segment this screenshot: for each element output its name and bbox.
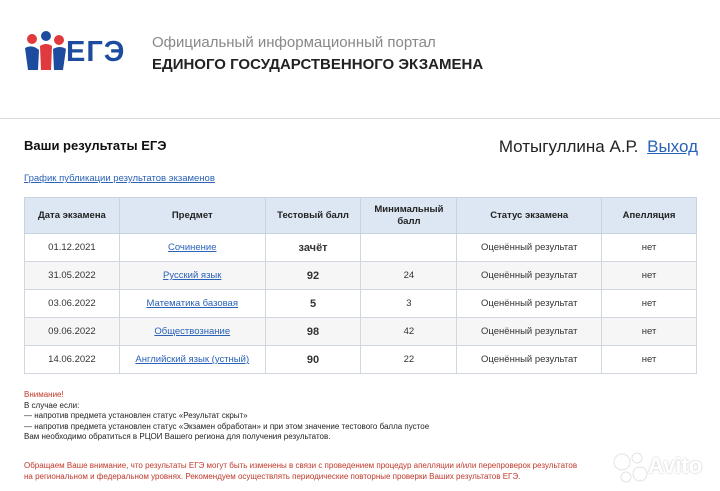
header-date: Дата экзамена <box>25 198 120 234</box>
cell-status: Оценённый результат <box>457 262 602 290</box>
cell-score: 98 <box>265 318 361 346</box>
cell-score: 90 <box>265 346 361 374</box>
cell-subject <box>119 234 265 262</box>
header-min-score: Минимальный балл <box>361 198 457 234</box>
cell-date: 09.06.2022 <box>25 318 120 346</box>
cell-min-score <box>361 234 457 262</box>
site-header <box>0 0 720 119</box>
cell-min-score: 3 <box>361 290 457 318</box>
cell-date: 14.06.2022 <box>25 346 120 374</box>
warning-line: — напротив предмета установлен статус «Результат скрыт» <box>24 411 248 421</box>
avito-watermark-text: Avito <box>648 453 703 478</box>
cell-score: 92 <box>265 262 361 290</box>
subject-link[interactable]: Математика базовая <box>146 298 238 309</box>
user-info <box>499 137 698 157</box>
cell-date: 01.12.2021 <box>25 234 120 262</box>
cell-status: Оценённый результат <box>457 318 602 346</box>
subject-link[interactable]: Обществознание <box>154 326 231 337</box>
warning-attention: Внимание! <box>24 390 64 399</box>
table-row <box>25 234 697 262</box>
results-table <box>24 197 697 374</box>
table-row <box>25 346 697 374</box>
table-row <box>25 290 697 318</box>
cell-appeal: нет <box>602 234 697 262</box>
cell-status: Оценённый результат <box>457 234 602 262</box>
logout-link[interactable]: Выход <box>647 137 698 156</box>
table-header-row <box>25 198 697 234</box>
cell-min-score: 22 <box>361 346 457 374</box>
notice-block <box>24 460 664 482</box>
subject-link[interactable]: Английский язык (устный) <box>135 354 250 365</box>
cell-date: 31.05.2022 <box>25 262 120 290</box>
cell-appeal: нет <box>602 290 697 318</box>
table-row <box>25 318 697 346</box>
cell-date: 03.06.2022 <box>25 290 120 318</box>
warning-line: В случае если: <box>24 400 80 410</box>
cell-status: Оценённый результат <box>457 290 602 318</box>
portal-title: ЕДИНОГО ГОСУДАРСТВЕННОГО ЭКЗАМЕНА <box>152 56 484 73</box>
cell-subject <box>119 318 265 346</box>
cell-min-score: 24 <box>361 262 457 290</box>
subject-link[interactable]: Сочинение <box>167 242 217 253</box>
cell-subject <box>119 262 265 290</box>
header-status: Статус экзамена <box>457 198 602 234</box>
cell-subject <box>119 346 265 374</box>
user-name: Мотыгуллина А.Р. <box>498 137 639 156</box>
header-appeal: Апелляция <box>602 198 697 234</box>
notice-line: Обращаем Ваше внимание, что результаты ЕГЭ могут быть изменены в связи с проведением процедур апелляции и/или перепроверок результатов <box>24 461 578 470</box>
subject-link[interactable]: Русский язык <box>163 270 222 281</box>
cell-appeal: нет <box>602 262 697 290</box>
page-title: Ваши результаты ЕГЭ <box>24 138 167 153</box>
table-row <box>25 262 697 290</box>
cell-score: 5 <box>265 290 361 318</box>
header-subject: Предмет <box>119 198 265 234</box>
header-score: Тестовый балл <box>265 198 361 234</box>
cell-score: зачёт <box>265 234 361 262</box>
cell-appeal: нет <box>602 346 697 374</box>
cell-appeal: нет <box>602 318 697 346</box>
logo-text: ЕГЭ <box>66 36 126 68</box>
cell-min-score: 42 <box>361 318 457 346</box>
schedule-link[interactable]: График публикации результатов экзаменов <box>24 173 215 184</box>
notice-line: на региональном и федеральном уровнях. Рекомендуем осуществлять периодические повторные проверки Ваших результатов ЕГЭ. <box>24 472 521 481</box>
cell-subject <box>119 290 265 318</box>
warning-line: — напротив предмета установлен статус «Экзамен обработан» и при этом значение тестового балла пустое <box>24 421 430 431</box>
warning-block <box>24 390 429 443</box>
warning-line: Вам необходимо обратиться в РЦОИ Вашего региона для получения результатов. <box>24 432 331 442</box>
cell-status: Оценённый результат <box>457 346 602 374</box>
portal-subtitle: Официальный информационный портал <box>152 34 436 51</box>
